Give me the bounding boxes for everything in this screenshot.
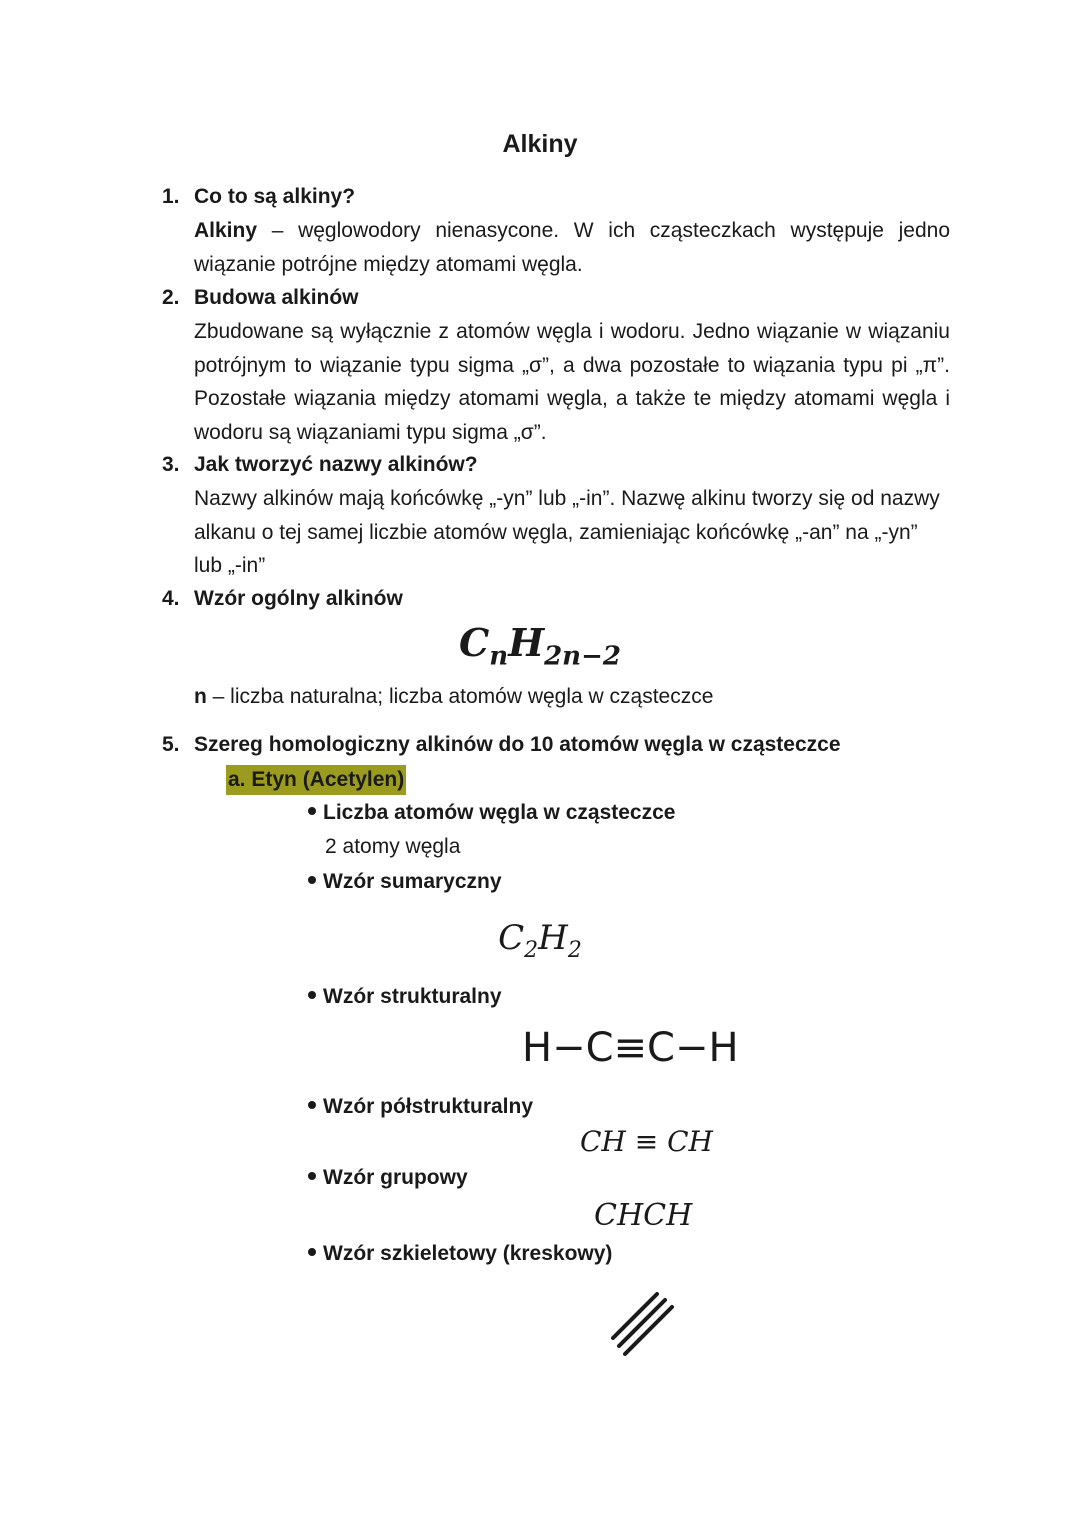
section-1-heading: Co to są alkiny?	[194, 185, 356, 208]
bullet-icon	[308, 876, 316, 884]
section-5-number: 5.	[162, 733, 180, 756]
bullet-summary-formula	[308, 870, 502, 894]
formula-carbon: C	[459, 620, 490, 665]
section-4-heading: Wzór ogólny alkinów	[194, 587, 403, 610]
section-2-text: Zbudowane są wyłącznie z atomów węgla i wodoru. Jedno wiązanie w wiązaniu potrójnym to wiązanie typu sigma „σ”, a dwa pozostałe to wiązania typu pi „π”. Pozostałe wiązania między atomami węgla, a także te między atomami węgla i wodoru są wiązaniami typu sigma „σ”.	[194, 320, 950, 444]
bullet-icon	[308, 991, 316, 999]
bullet-icon	[308, 1248, 316, 1256]
section-3-heading: Jak tworzyć nazwy alkinów?	[194, 453, 478, 476]
bullet-icon	[308, 807, 316, 815]
carbon-count-value: 2 atomy węgla	[325, 835, 461, 858]
page-title: Alkiny	[502, 130, 578, 158]
structural-formula: H−C≡C−H	[522, 1025, 739, 1071]
bullet-carbon-count-label: Liczba atomów węgla w cząsteczce	[323, 801, 676, 824]
section-5-heading: Szereg homologiczny alkinów do 10 atomów węgla w cząsteczce	[194, 733, 841, 756]
summary-carbon-subscript: 2	[524, 937, 539, 963]
section-3-number: 3.	[162, 453, 180, 476]
bullet-group-formula-label: Wzór grupowy	[323, 1166, 468, 1189]
bullet-structural-formula-label: Wzór strukturalny	[323, 985, 502, 1008]
skeletal-formula-icon	[605, 1290, 680, 1366]
semistructural-formula: CH ≡ CH	[580, 1125, 713, 1158]
section-2-heading: Budowa alkinów	[194, 286, 359, 309]
bullet-icon	[308, 1101, 316, 1109]
bullet-semistructural-formula-label: Wzór półstrukturalny	[323, 1095, 534, 1118]
bullet-skeletal-formula	[308, 1242, 612, 1266]
summary-carbon: C	[498, 918, 525, 958]
formula-carbon-subscript: n	[489, 641, 509, 672]
group-formula: CHCH	[594, 1198, 693, 1233]
formula-hydrogen: H	[508, 620, 545, 665]
summary-formula	[0, 918, 1080, 963]
term-alkiny: Alkiny	[194, 219, 258, 242]
bullet-icon	[308, 1172, 316, 1180]
section-1-text: – węglowodory nienasycone. W ich cząsteczkach występuje jedno wiązanie potrójne między atomami węgla.	[194, 219, 950, 276]
section-1-paragraph	[194, 214, 950, 281]
bullet-summary-formula-label: Wzór sumaryczny	[323, 870, 502, 893]
n-definition	[194, 685, 713, 709]
section-3-text: Nazwy alkinów mają końcówkę „-yn” lub „-in”. Nazwę alkinu tworzy się od nazwy alkanu o tej samej liczbie atomów węgla, zamieniając końcówkę „-an” na „-yn” lub „-in”	[194, 487, 940, 577]
bullet-semistructural-formula	[308, 1095, 533, 1119]
bullet-skeletal-formula-label: Wzór szkieletowy (kreskowy)	[323, 1242, 613, 1265]
bullet-group-formula	[308, 1166, 468, 1190]
formula-hydrogen-subscript: 2n−2	[544, 641, 621, 672]
subsection-a-etyn: a. Etyn (Acetylen)	[226, 765, 406, 795]
summary-hydrogen: H	[538, 918, 568, 958]
section-2-number: 2.	[162, 286, 180, 309]
section-1-number: 1.	[162, 185, 180, 208]
bullet-structural-formula	[308, 985, 502, 1009]
n-term: n	[194, 685, 207, 708]
general-formula	[0, 620, 1080, 672]
n-text: – liczba naturalna; liczba atomów węgla w cząsteczce	[206, 685, 714, 708]
section-4-number: 4.	[162, 587, 180, 610]
bullet-carbon-count	[308, 801, 675, 825]
summary-hydrogen-subscript: 2	[567, 937, 582, 963]
